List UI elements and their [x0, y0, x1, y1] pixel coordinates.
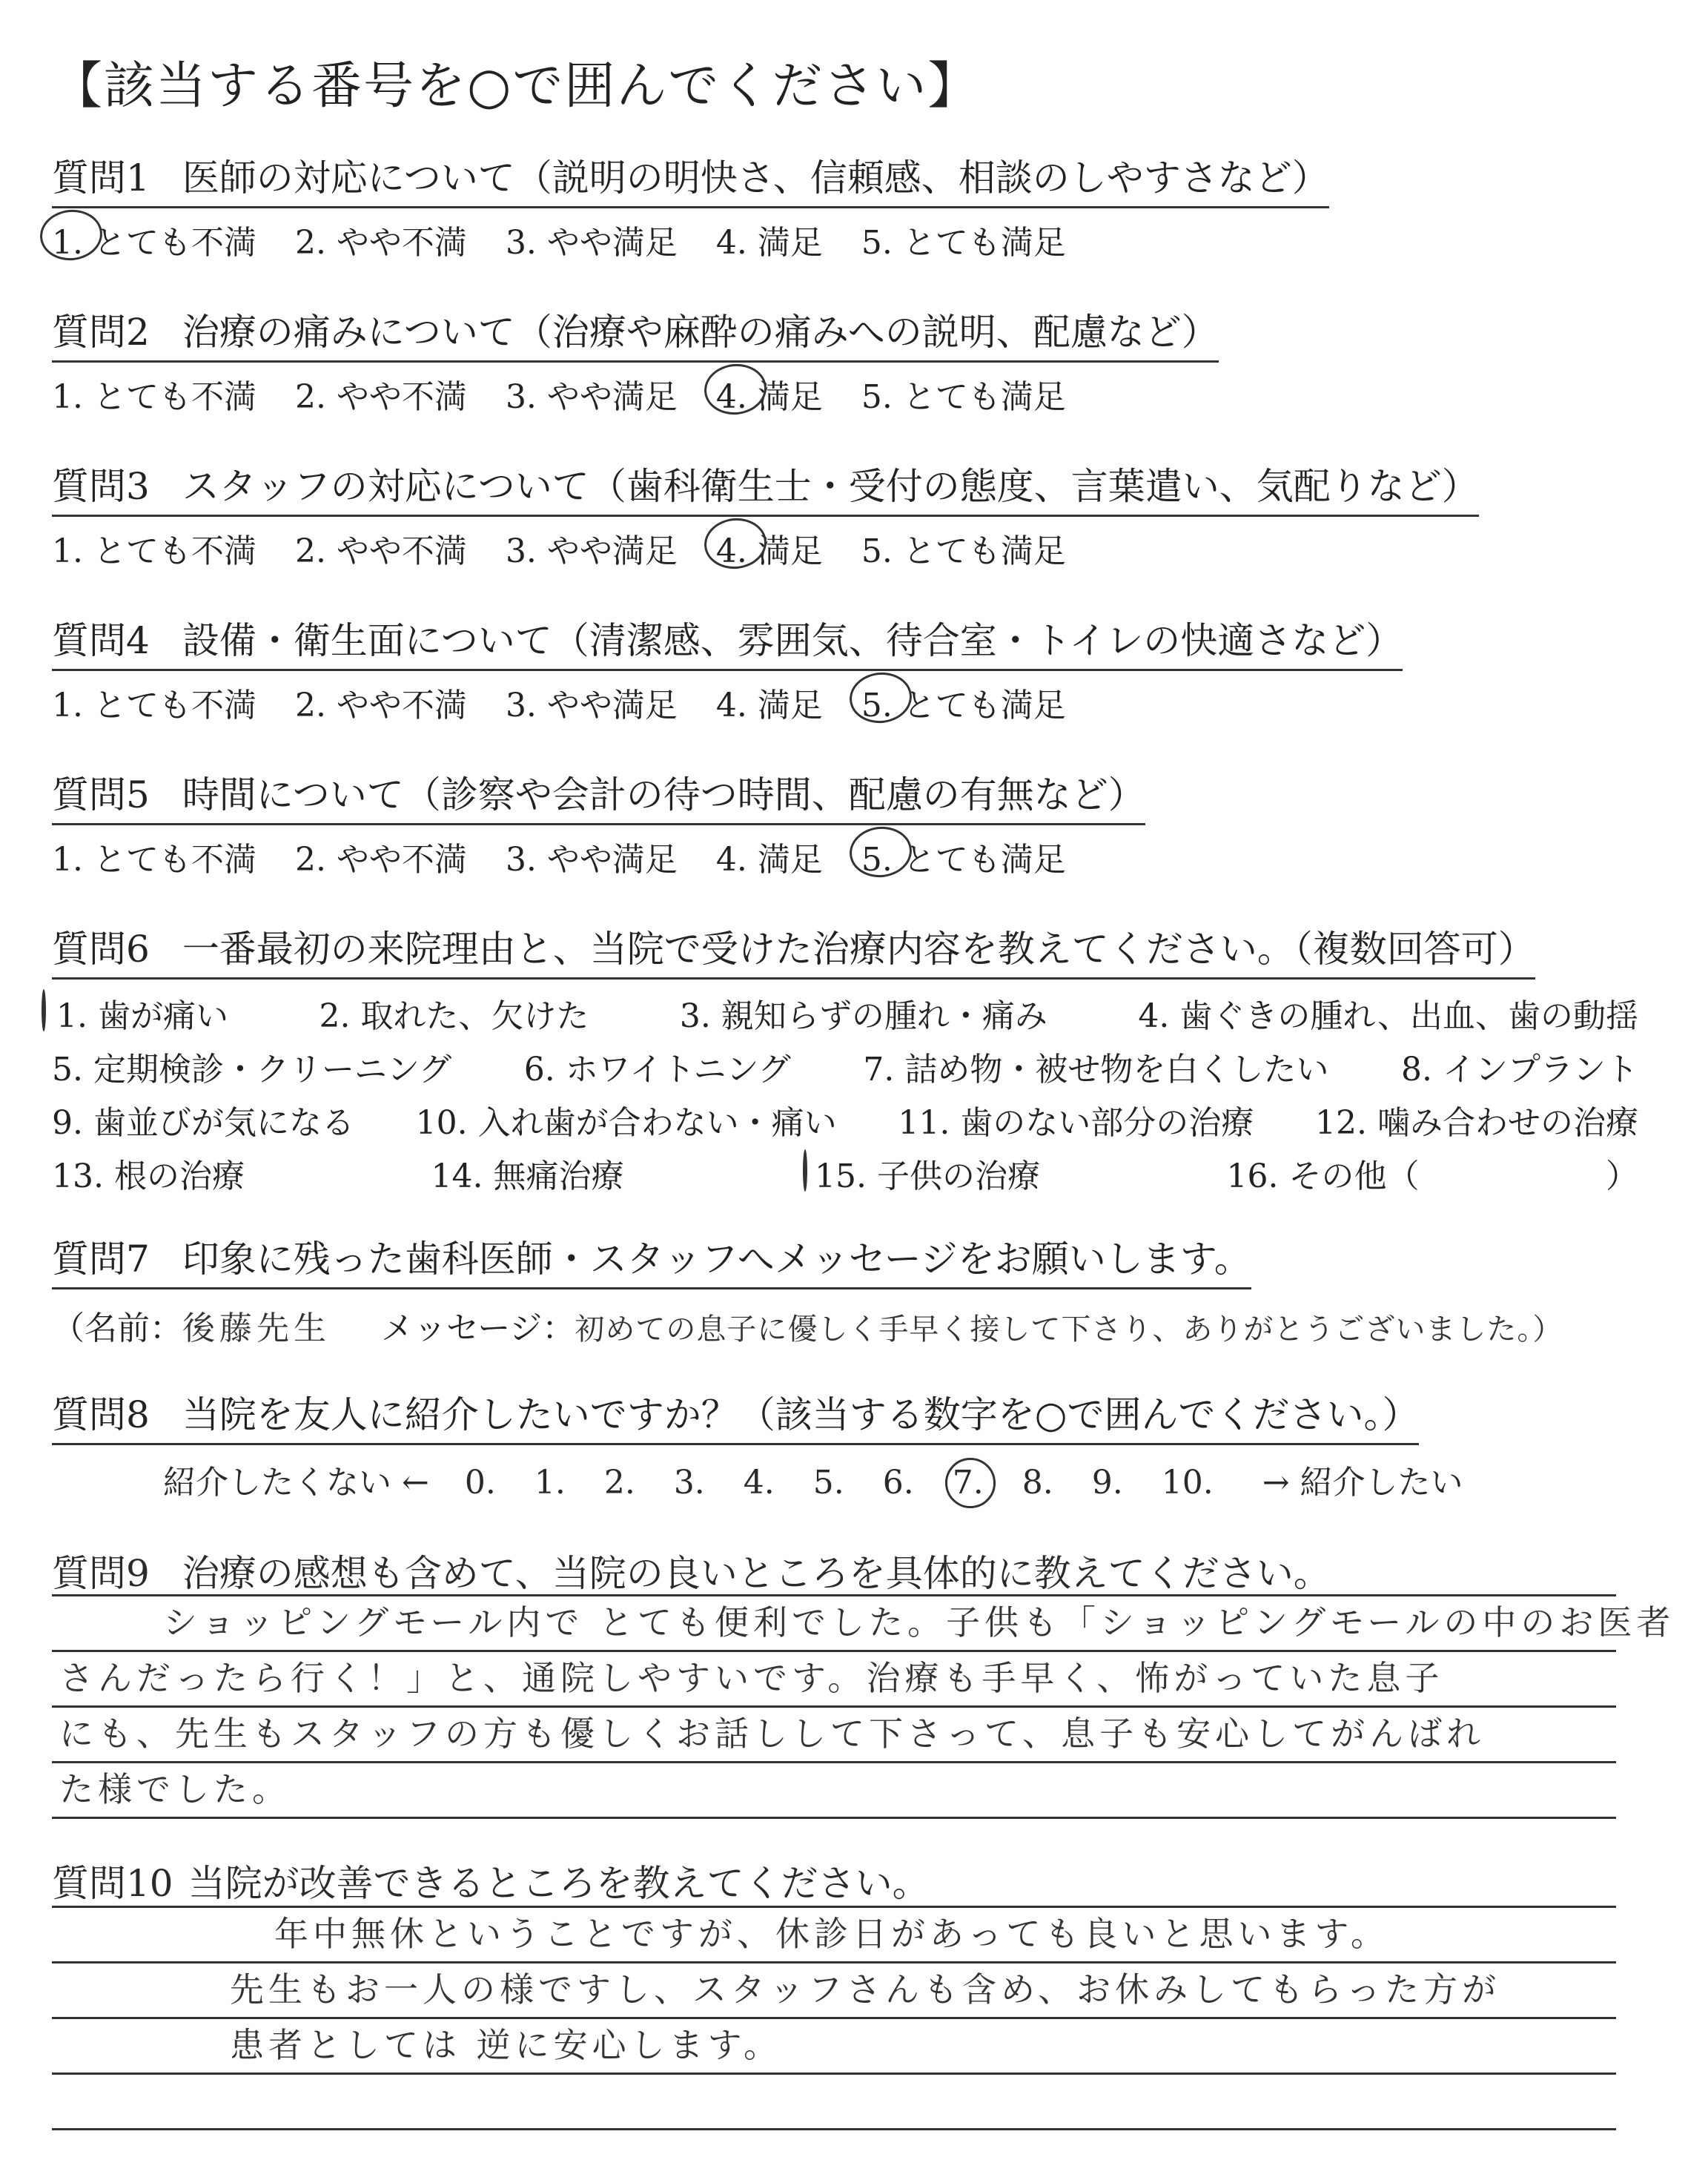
- option-3[interactable]: 3. 親知らずの腫れ・痛み: [679, 997, 1047, 1035]
- option-3[interactable]: 3. やや満足: [505, 841, 678, 879]
- option-16[interactable]: 16. その他（: [1226, 1157, 1420, 1195]
- option-4[interactable]: 4. 歯ぐきの腫れ、出血、歯の動揺: [1138, 997, 1638, 1035]
- option-3[interactable]: 3. やや満足: [505, 532, 678, 570]
- answer-line: た様でした。: [52, 1763, 1616, 1819]
- option-11[interactable]: 11. 歯のない部分の治療: [898, 1104, 1254, 1142]
- option-15[interactable]: 15. 子供の治療: [810, 1150, 1040, 1203]
- scale-left-label: 紹介したくない ←: [163, 1464, 429, 1502]
- question-7: [52, 1229, 1563, 1349]
- option-1[interactable]: 1. とても不満: [52, 216, 256, 263]
- question-8: [52, 1385, 1502, 1503]
- recommend-scale: [163, 1456, 1502, 1503]
- question-1: [52, 148, 1329, 263]
- option-3[interactable]: 3. やや満足: [505, 378, 678, 416]
- option-row: [52, 1097, 1638, 1150]
- likert-options: [52, 833, 1145, 880]
- option-2[interactable]: 2. やや不満: [294, 841, 467, 879]
- option-row: [52, 1043, 1638, 1097]
- message-label: メッセージ：: [381, 1309, 575, 1347]
- option-1[interactable]: 1. とても不満: [52, 841, 256, 879]
- scale-3[interactable]: 3.: [673, 1464, 705, 1502]
- option-4[interactable]: 4. 満足: [715, 687, 823, 724]
- likert-options: [52, 216, 1329, 263]
- answer-line: にも、先生もスタッフの方も優しくお話しして下さって、息子も安心してがんばれ: [52, 1708, 1616, 1763]
- answer-line: [52, 2075, 1616, 2130]
- answer-line: ショッピングモール内で とても便利でした。子供も「ショッピングモールの中のお医者: [52, 1596, 1616, 1652]
- question-3: [52, 457, 1479, 572]
- option-9[interactable]: 9. 歯並びが気になる: [52, 1104, 354, 1142]
- name-value[interactable]: 後藤先生: [182, 1309, 331, 1347]
- question-heading: 質問5 時間について（診察や会計の待つ時間、配慮の有無など）: [52, 765, 1145, 825]
- option-row: [52, 990, 1638, 1043]
- option-13[interactable]: 13. 根の治療: [52, 1157, 245, 1195]
- option-row: [52, 1150, 1638, 1203]
- option-5[interactable]: 5. とても満足: [861, 224, 1066, 262]
- option-5[interactable]: 5. とても満足: [861, 678, 1066, 726]
- selected-circle: [942, 1456, 998, 1511]
- option-14[interactable]: 14. 無痛治療: [431, 1157, 624, 1195]
- option-6[interactable]: 6. ホワイトニング: [523, 1051, 791, 1089]
- question-heading: 質問4 設備・衛生面について（清潔感、雰囲気、待合室・トイレの快適さなど）: [52, 611, 1403, 671]
- option-5[interactable]: 5. とても満足: [861, 833, 1066, 880]
- q10-answer-area[interactable]: [52, 1906, 1616, 2130]
- option-4[interactable]: 4. 満足: [716, 370, 823, 417]
- selected-circle: [803, 1149, 807, 1192]
- question-heading: 質問7 印象に残った歯科医師・スタッフへメッセージをお願いします。: [52, 1229, 1251, 1289]
- option-5[interactable]: 5. とても満足: [861, 378, 1066, 416]
- likert-options: [52, 678, 1403, 726]
- scale-right-label: → 紹介したい: [1262, 1464, 1463, 1502]
- q9-answer-area[interactable]: [52, 1594, 1675, 1819]
- option-2[interactable]: 2. やや不満: [294, 378, 467, 416]
- likert-options: [52, 370, 1219, 417]
- option-5[interactable]: 5. 定期検診・クリーニング: [52, 1051, 452, 1089]
- option-5[interactable]: 5. とても満足: [861, 532, 1066, 570]
- option-7[interactable]: 7. 詰め物・被せ物を白くしたい: [863, 1051, 1329, 1089]
- scale-8[interactable]: 8.: [1022, 1464, 1053, 1502]
- question-heading: 質問9 治療の感想も含めて、当院の良いところを具体的に教えてください。: [52, 1552, 1331, 1595]
- answer-line: 先生もお一人の様ですし、スタッフさんも含め、お休みしてもらった方が: [52, 1964, 1616, 2019]
- option-12[interactable]: 12. 噛み合わせの治療: [1315, 1104, 1638, 1142]
- question-9: [52, 1544, 1331, 1597]
- option-2[interactable]: 2. やや不満: [294, 224, 467, 262]
- question-heading: 質問6 一番最初の来院理由と、当院で受けた治療内容を教えてください。（複数回答可）: [52, 919, 1535, 980]
- option-2[interactable]: 2. 取れた、欠けた: [319, 997, 589, 1035]
- option-1[interactable]: 1. 歯が痛い: [52, 990, 228, 1043]
- message-value[interactable]: 初めての息子に優しく手早く接して下さり、ありがとうございました。）: [575, 1312, 1563, 1347]
- option-4[interactable]: 4. 満足: [715, 224, 823, 262]
- option-10[interactable]: 10. 入れ歯が合わない・痛い: [415, 1104, 837, 1142]
- option-4[interactable]: 4. 満足: [715, 841, 823, 879]
- question-10: [52, 1854, 930, 1907]
- question-6: [52, 919, 1653, 1203]
- scale-7[interactable]: 7.: [953, 1464, 984, 1502]
- scale-5[interactable]: 5.: [812, 1464, 844, 1502]
- option-1[interactable]: 1. とても不満: [52, 687, 256, 724]
- selected-circle: [42, 989, 46, 1031]
- scale-10[interactable]: 10.: [1161, 1464, 1214, 1502]
- likert-options: [52, 524, 1479, 572]
- option-2[interactable]: 2. やや不満: [294, 687, 467, 724]
- question-5: [52, 765, 1145, 880]
- answer-line: 患者としては 逆に安心します。: [52, 2019, 1616, 2075]
- answer-line: さんだったら行く！」と、通院しやすいです。治療も手早く、怖がっていた息子: [52, 1652, 1616, 1708]
- page-title: 【該当する番号を○で囲んでください】: [52, 57, 980, 116]
- scale-0[interactable]: 0.: [464, 1464, 496, 1502]
- message-field: [52, 1301, 1563, 1349]
- option-4[interactable]: 4. 満足: [716, 524, 823, 572]
- option-1[interactable]: 1. とても不満: [52, 532, 256, 570]
- question-heading: 質問1 医師の対応について（説明の明快さ、信頼感、相談のしやすさなど）: [52, 148, 1329, 208]
- option-3[interactable]: 3. やや満足: [505, 687, 678, 724]
- other-close-paren: ）: [1606, 1157, 1638, 1195]
- option-3[interactable]: 3. やや満足: [505, 224, 678, 262]
- option-2[interactable]: 2. やや不満: [294, 532, 467, 570]
- treatment-options: [52, 990, 1653, 1203]
- answer-line: 年中無休ということですが、休診日があっても良いと思います。: [52, 1908, 1616, 1964]
- question-heading: 質問10 当院が改善できるところを教えてください。: [52, 1862, 930, 1905]
- option-8[interactable]: 8. インプラント: [1401, 1051, 1638, 1089]
- option-1[interactable]: 1. とても不満: [52, 378, 256, 416]
- question-4: [52, 611, 1403, 726]
- scale-2[interactable]: 2.: [603, 1464, 635, 1502]
- scale-9[interactable]: 9.: [1091, 1464, 1123, 1502]
- question-heading: 質問2 治療の痛みについて（治療や麻酔の痛みへの説明、配慮など）: [52, 303, 1219, 363]
- scale-6[interactable]: 6.: [882, 1464, 914, 1502]
- scale-1[interactable]: 1.: [534, 1464, 566, 1502]
- name-label: （名前：: [52, 1309, 182, 1347]
- question-2: [52, 303, 1219, 417]
- scale-4[interactable]: 4.: [743, 1464, 775, 1502]
- question-heading: 質問8 当院を友人に紹介したいですか？（該当する数字を○で囲んでください。）: [52, 1385, 1419, 1445]
- question-heading: 質問3 スタッフの対応について（歯科衛生士・受付の態度、言葉遣い、気配りなど）: [52, 457, 1479, 517]
